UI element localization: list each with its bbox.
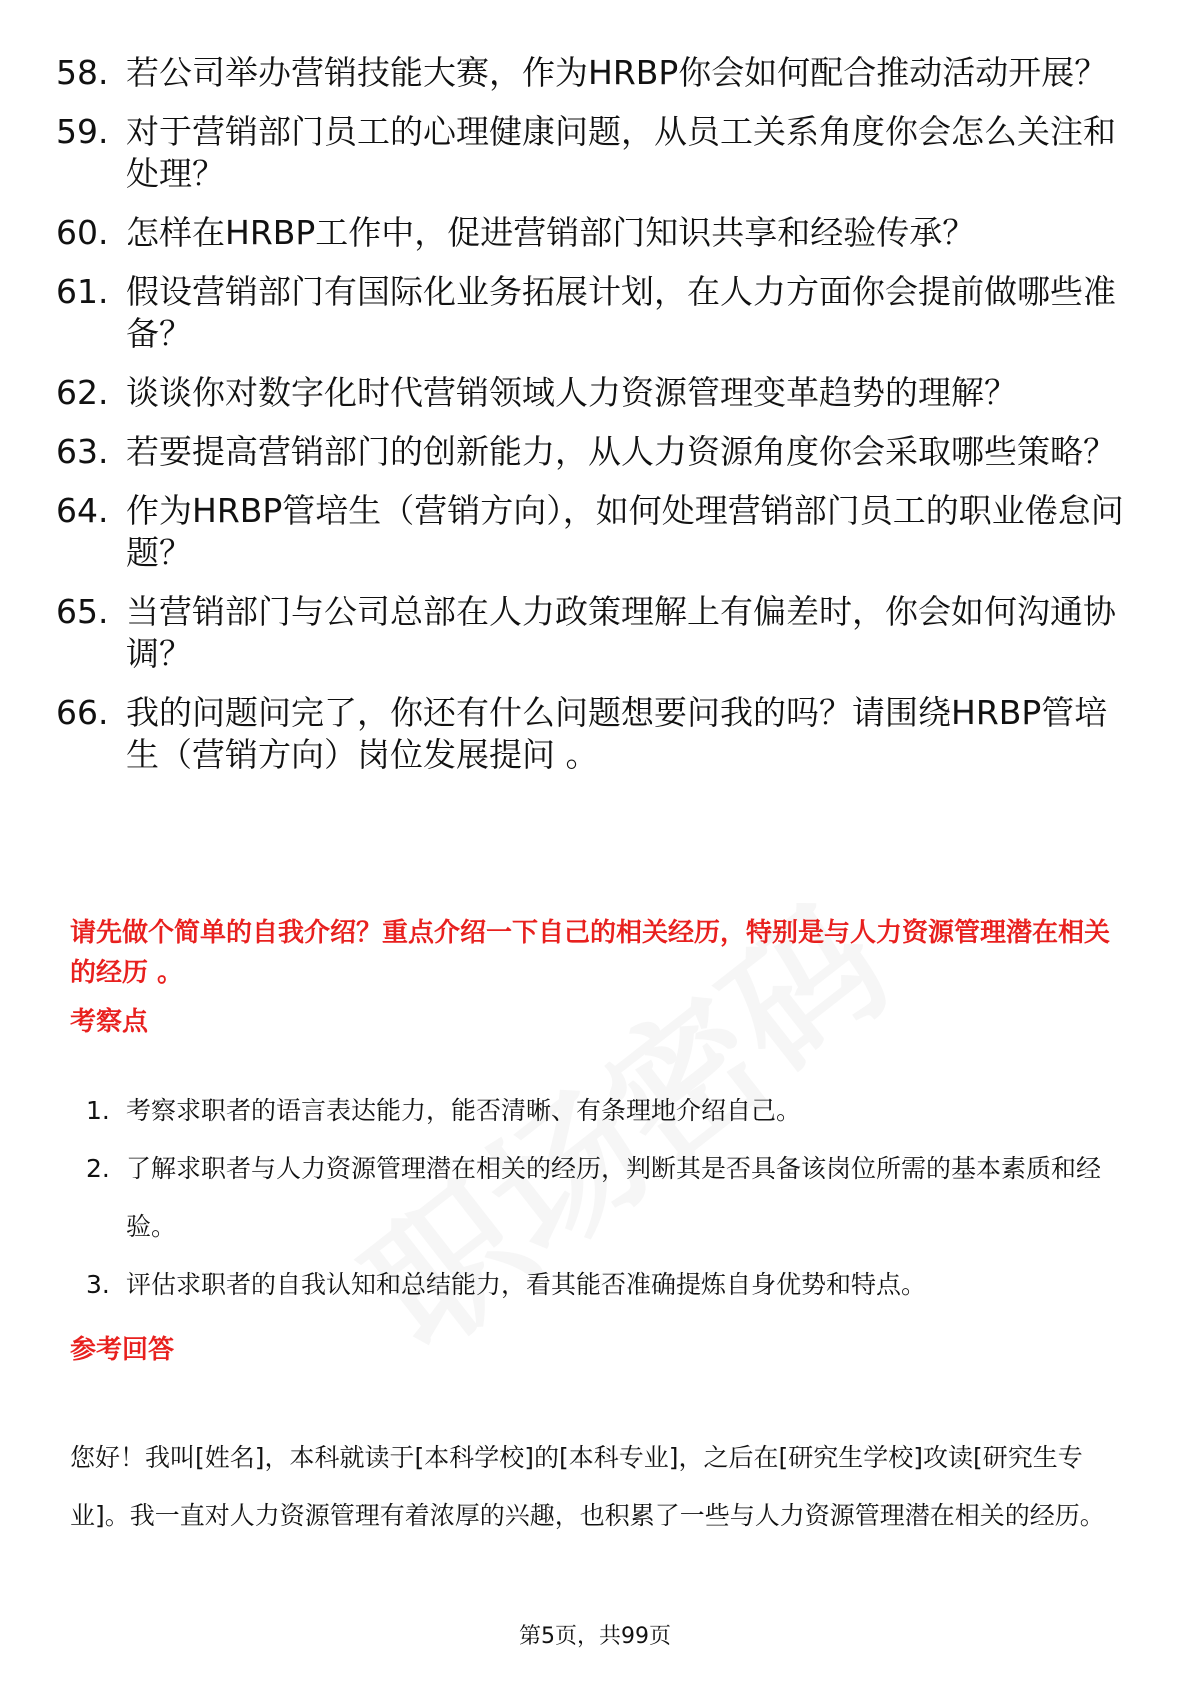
question-item [56,591,1136,675]
question-number: 64. [56,491,109,530]
question-number: 58. [56,53,109,92]
question-item [56,490,1136,574]
question-item [56,372,1136,414]
question-text: 作为HRBP管培生（营销方向），如何处理营销部门员工的职业倦怠问题？ [126,491,1124,572]
question-item [56,271,1136,355]
exam-points-heading: 考察点 [70,1007,149,1037]
page-footer: 第5页，共99页 [519,1624,671,1649]
question-number: 66. [56,693,109,732]
reference-answer-text: 您好！我叫[姓名]，本科就读于[本科学校]的[本科专业]，之后在[研究生学校]攻读[研究生专业]。我一直对人力资源管理有着浓厚的兴趣，也积累了一些与人力资源管理潜在相关的经历。 [70,1443,1105,1530]
question-text: 我的问题问完了，你还有什么问题想要问我的吗？请围绕HRBP管培生（营销方向）岗位发展提问 。 [126,693,1108,774]
question-number: 61. [56,272,109,311]
question-number: 60. [56,213,109,252]
exam-point-text: 评估求职者的自我认知和总结能力，看其能否准确提炼自身优势和特点。 [126,1270,927,1299]
question-number: 62. [56,373,109,412]
reference-answer-heading: 参考回答 [70,1335,175,1365]
question-text: 谈谈你对数字化时代营销领域人力资源管理变革趋势的理解？ [126,373,1017,412]
exam-point-item [86,1082,1136,1140]
question-text: 对于营销部门员工的心理健康问题，从员工关系角度你会怎么关注和处理？ [126,112,1116,193]
question-number: 63. [56,432,109,471]
question-number: 65. [56,592,109,631]
exam-point-item [86,1140,1136,1256]
question-item [56,212,1136,254]
exam-point-number: 1. [86,1096,110,1125]
question-text: 怎样在HRBP工作中，促进营销部门知识共享和经验传承？ [126,213,976,252]
question-text: 若公司举办营销技能大赛，作为HRBP你会如何配合推动活动开展？ [126,53,1108,92]
question-text: 当营销部门与公司总部在人力政策理解上有偏差时，你会如何沟通协调？ [126,592,1116,673]
exam-points-list [86,1082,1136,1314]
interview-question-heading: 请先做个简单的自我介绍？重点介绍一下自己的相关经历，特别是与人力资源管理潜在相关的经历 。 [70,918,1111,988]
question-number: 59. [56,112,109,151]
question-text: 若要提高营销部门的创新能力，从人力资源角度你会采取哪些策略？ [126,432,1116,471]
question-item [56,431,1136,473]
exam-point-text: 了解求职者与人力资源管理潜在相关的经历，判断其是否具备该岗位所需的基本素质和经验。 [126,1154,1102,1241]
question-list [56,52,1136,793]
exam-point-number: 3. [86,1270,110,1299]
exam-point-item [86,1256,1136,1314]
question-item [56,52,1136,94]
question-item [56,692,1136,776]
exam-point-number: 2. [86,1154,110,1183]
question-item [56,111,1136,195]
exam-point-text: 考察求职者的语言表达能力，能否清晰、有条理地介绍自己。 [126,1096,802,1125]
question-text: 假设营销部门有国际化业务拓展计划，在人力方面你会提前做哪些准备？ [126,272,1116,353]
